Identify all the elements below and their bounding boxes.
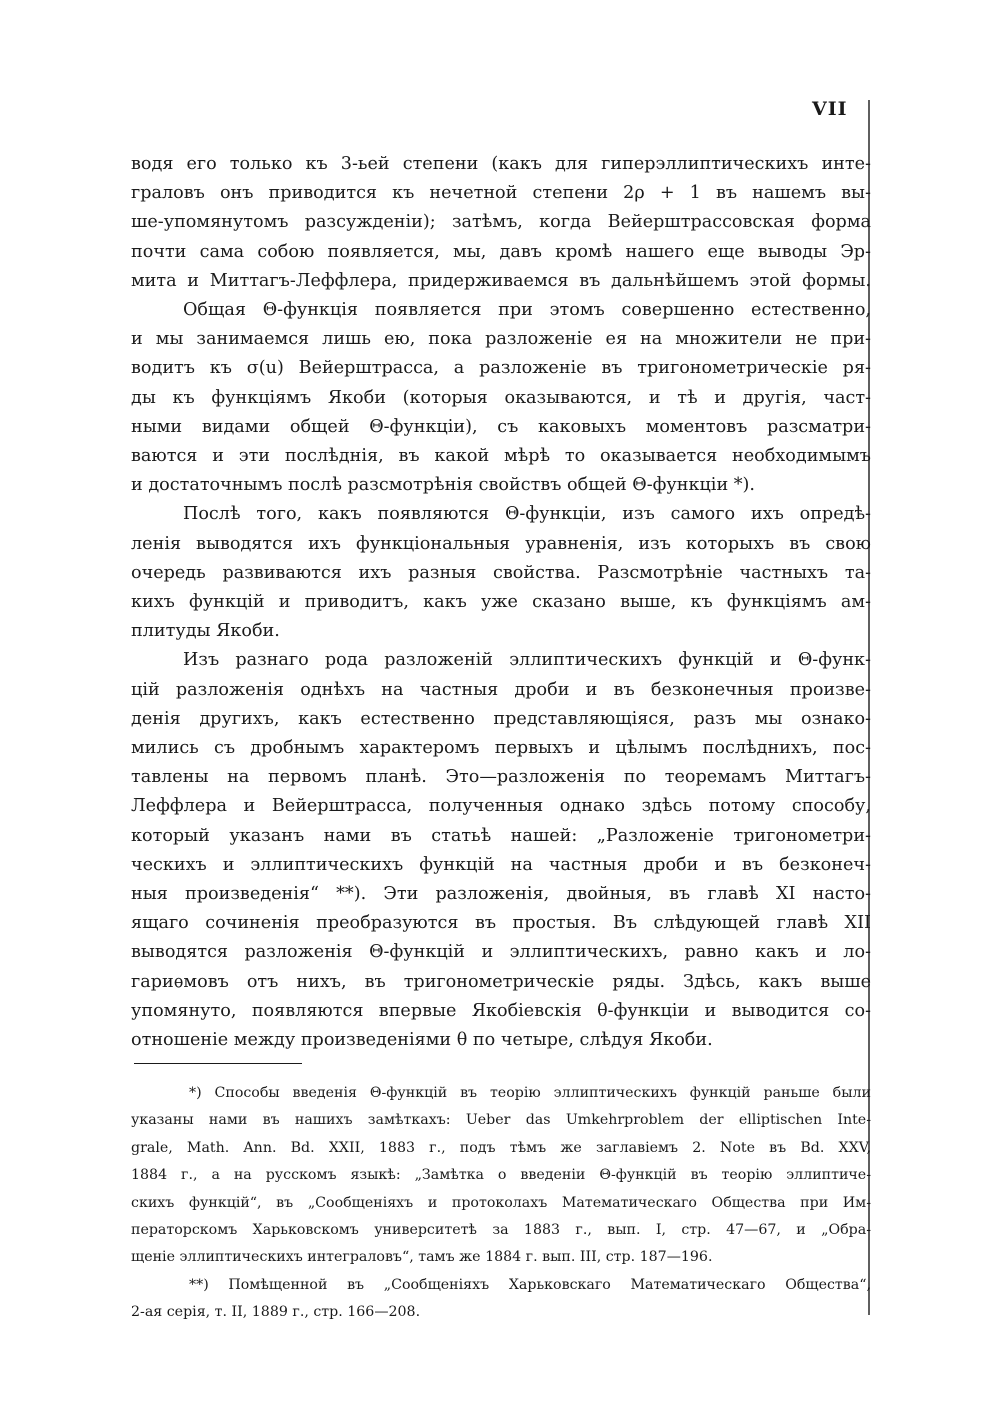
footnote-line: ператорскомъ Харьковскомъ университетѣ за 1883 г., вып. I, стр. 47—67, и „Обра- bbox=[131, 1222, 871, 1239]
text-line: Послѣ того, какъ появляются Θ-функціи, изъ самого ихъ опредѣ- bbox=[183, 504, 871, 525]
text-line: водя его только къ 3-ьей степени (какъ для гиперэллиптическихъ инте- bbox=[131, 154, 871, 174]
text-line: кихъ функцій и приводитъ, какъ уже сказано выше, къ функціямъ ам- bbox=[131, 592, 871, 613]
footnote-line: щеніе эллиптическихъ интеграловъ“, тамъ же 1884 г. вып. III, стр. 187—196. bbox=[131, 1249, 713, 1266]
text-line: цій разложенія однѣхъ на частныя дроби и въ безконечныя произве- bbox=[131, 679, 871, 700]
text-line: денія другихъ, какъ естественно представляющіяся, разъ мы ознако- bbox=[131, 708, 871, 729]
paragraph-4 bbox=[131, 646, 871, 1055]
footnote-line: *) Способы введенія Θ-функцій въ теорію эллиптическихъ функцій раньше были bbox=[189, 1085, 871, 1101]
paragraph-1 bbox=[131, 150, 871, 296]
footnote-line: 2-ая серія, т. II, 1889 г., стр. 166—208. bbox=[131, 1304, 421, 1321]
paragraph-3 bbox=[131, 500, 871, 646]
footnote-line: grale, Math. Ann. Bd. XXII, 1883 г., подъ тѣмъ же заглавіемъ 2. Note въ Bd. XXV, bbox=[131, 1139, 871, 1156]
text-line: мились съ дробнымъ характеромъ первыхъ и цѣлымъ послѣднихъ, пос- bbox=[131, 738, 871, 759]
text-line: и достаточнымъ послѣ разсмотрѣнія свойствъ общей Θ-функціи *). bbox=[131, 475, 756, 496]
text-line: ды къ функціямъ Якоби (которыя оказываются, и тѣ и другія, част- bbox=[131, 387, 871, 408]
footnote-line: указаны нами въ нашихъ замѣткахъ: Ueber das Umkehrproblem der elliptischen Inte- bbox=[131, 1112, 871, 1129]
paragraph-2 bbox=[131, 296, 871, 500]
text-line: почти сама собою появляется, мы, давъ кромѣ нашего еще выводы Эр- bbox=[131, 241, 871, 262]
text-line: ныя произведенія“ **). Эти разложенія, двойныя, въ главѣ XI насто- bbox=[131, 884, 871, 905]
text-line: и мы занимаемся лишь ею, пока разложеніе ея на множители не при- bbox=[131, 329, 871, 350]
footnote-line: 1884 г., а на русскомъ языкѣ: „Замѣтка о введеніи Θ-функцій въ теорію эллиптиче- bbox=[131, 1167, 871, 1184]
text-line: ваются и эти послѣднія, въ какой мѣрѣ то оказывается необходимымъ bbox=[131, 446, 871, 467]
text-line: водитъ къ σ(u) Вейерштрасса, а разложеніе въ тригонометрическіе ря- bbox=[131, 358, 871, 379]
page-number: VII bbox=[812, 98, 848, 120]
text-line: ше-упомянутомъ разсужденіи); затѣмъ, когда Вейерштрассовская форма bbox=[131, 212, 871, 233]
footnote-divider bbox=[134, 1063, 302, 1064]
footnote-line: **) Помѣщенной въ „Сообщеніяхъ Харьковскаго Математическаго Общества“, bbox=[189, 1276, 871, 1293]
text-line: тавлены на первомъ планѣ. Это—разложенія по теоремамъ Миттагъ- bbox=[131, 767, 871, 788]
footnote-1 bbox=[131, 1080, 871, 1272]
text-line: плитуды Якоби. bbox=[131, 621, 280, 642]
text-line: очередь развиваются ихъ разныя свойства. Разсмотрѣніе частныхъ та- bbox=[131, 562, 871, 583]
text-line: Общая Θ-функція появляется при этомъ совершенно естественно, bbox=[183, 300, 871, 321]
footnote-line: скихъ функцій“, въ „Сообщеніяхъ и протоколахъ Математическаго Общества при Им- bbox=[131, 1194, 871, 1211]
text-line: граловъ онъ приводится къ нечетной степени 2ρ + 1 въ нашемъ вы- bbox=[131, 183, 871, 204]
main-text bbox=[131, 150, 871, 1055]
footnote-2 bbox=[131, 1272, 871, 1327]
text-line: упомянуто, появляются впервые Якобіевскія θ-функціи и выводится со- bbox=[131, 1000, 871, 1021]
text-line: выводятся разложенія Θ-функцій и эллиптическихъ, равно какъ и ло- bbox=[131, 942, 871, 963]
text-line: отношеніе между произведеніями θ по четыре, слѣдуя Якоби. bbox=[131, 1030, 713, 1051]
text-line: ными видами общей Θ-функціи), съ каковыхъ моментовъ разсматри- bbox=[131, 416, 871, 437]
footnotes bbox=[131, 1080, 871, 1327]
text-line: ящаго сочиненія преобразуются въ простыя. Въ слѣдующей главѣ XII bbox=[131, 913, 871, 934]
text-line: мита и Миттагъ-Леффлера, придерживаемся въ дальнѣйшемъ этой формы. bbox=[131, 270, 871, 291]
text-line: Леффлера и Вейерштрасса, полученныя однако здѣсь потому способу, bbox=[131, 796, 871, 817]
text-line: который указанъ нами въ статьѣ нашей: „Разложеніе тригонометри- bbox=[131, 825, 871, 846]
text-line: гариѳмовъ отъ нихъ, въ тригонометрическіе ряды. Здѣсь, какъ выше bbox=[131, 971, 871, 992]
text-line: ческихъ и эллиптическихъ функцій на частныя дроби и въ безконеч- bbox=[131, 854, 871, 875]
text-line: ленія выводятся ихъ функціональныя уравненія, изъ которыхъ въ свою bbox=[131, 533, 871, 554]
text-line: Изъ разнаго рода разложеній эллиптическихъ функцій и Θ-функ- bbox=[183, 650, 871, 671]
